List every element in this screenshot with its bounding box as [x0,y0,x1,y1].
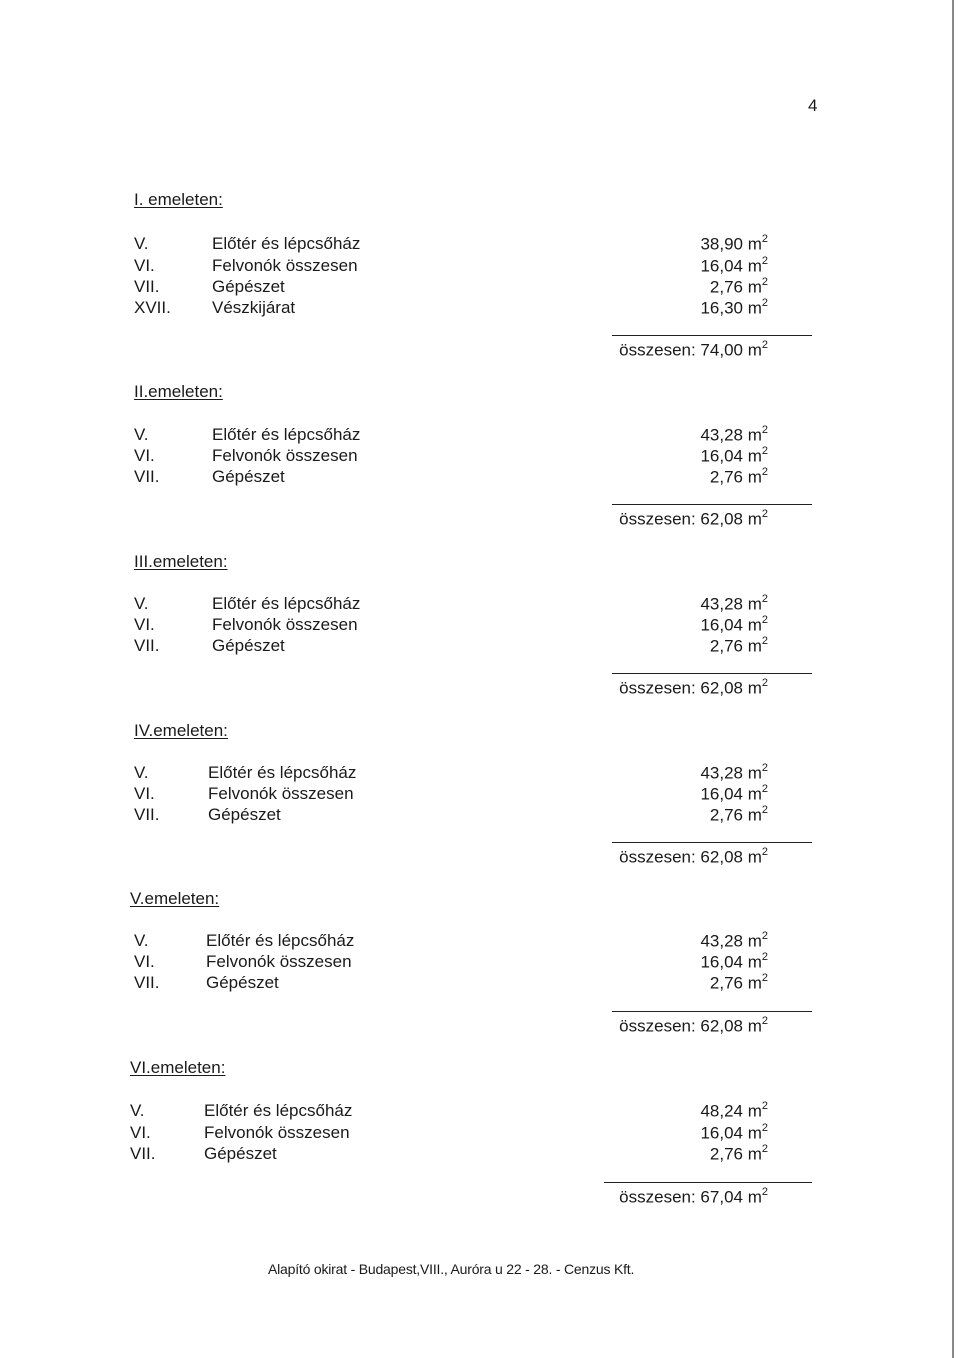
table-row [0,256,960,278]
section-heading-1: I. emeleten: [134,190,223,209]
row-label: Gépészet [206,973,279,992]
row-number: VII. [134,467,160,486]
table-row [0,594,960,616]
row-value: 2,76 $m^2$ [709,804,768,825]
row-number: VI. [134,256,155,275]
table-row [0,425,960,447]
total-divider [612,335,812,336]
table-row [0,931,960,953]
row-number: V. [134,931,149,950]
section-total: összesen: 62,08 $m^2$ [619,1015,768,1036]
table-row [0,1101,960,1123]
row-label: Felvonók összesen [212,256,358,275]
row-label: Gépészet [208,805,281,824]
section-total: összesen: 67,04 $m^2$ [619,1186,768,1207]
table-row [0,973,960,995]
row-label: Gépészet [212,636,285,655]
table-row [0,467,960,489]
row-label: Előtér és lépcsőház [204,1101,353,1120]
table-row [0,763,960,785]
row-value: 43,28 $m^2$ [700,424,768,445]
row-value: 43,28 $m^2$ [700,593,768,614]
table-row [0,805,960,827]
section-total: összesen: 62,08 $m^2$ [619,677,768,698]
row-value: 43,28 $m^2$ [700,762,768,783]
total-divider [612,673,812,674]
row-number: VII. [134,277,160,296]
row-number: VII. [130,1144,156,1163]
section-heading-3: III.emeleten: [134,552,228,571]
row-label: Felvonók összesen [208,784,354,803]
row-value: 2,76 $m^2$ [709,635,768,656]
row-value: 16,04 $m^2$ [700,614,768,635]
row-label: Gépészet [212,467,285,486]
row-label: Felvonók összesen [206,952,352,971]
table-row [0,277,960,299]
table-row [0,1144,960,1166]
row-value: 2,76 $m^2$ [709,466,768,487]
row-label: Előtér és lépcsőház [212,594,361,613]
row-value: 16,04 $m^2$ [700,255,768,276]
row-label: Vészkijárat [212,298,296,317]
row-number: V. [130,1101,145,1120]
row-label: Felvonók összesen [212,615,358,634]
row-number: VI. [134,446,155,465]
table-row [0,952,960,974]
row-label: Előtér és lépcsőház [208,763,357,782]
table-row [0,784,960,806]
row-label: Gépészet [212,277,285,296]
row-value: 2,76 $m^2$ [709,972,768,993]
row-value: 16,04 $m^2$ [700,951,768,972]
section-heading-6: VI.emeleten: [130,1058,226,1077]
row-number: VII. [134,973,160,992]
row-value: 16,04 $m^2$ [700,783,768,804]
row-value: 16,30 $m^2$ [700,297,768,318]
row-value: 16,04 $m^2$ [700,1122,768,1143]
row-number: V. [134,594,149,613]
page-number: 4 [808,96,818,115]
row-number: VI. [134,952,155,971]
table-row [0,1123,960,1145]
row-number: VII. [134,636,160,655]
row-number: VII. [134,805,160,824]
row-number: VI. [134,615,155,634]
total-divider [604,1182,812,1183]
total-divider [612,842,812,843]
row-label: Felvonók összesen [212,446,358,465]
row-number: V. [134,234,149,253]
total-divider [612,504,812,505]
section-total: összesen: 74,00 $m^2$ [619,339,768,360]
total-divider [612,1011,812,1012]
row-number: V. [134,763,149,782]
table-row [0,615,960,637]
row-value: 16,04 $m^2$ [700,445,768,466]
row-value: 2,76 $m^2$ [709,276,768,297]
row-label: Előtér és lépcsőház [206,931,355,950]
row-value: 38,90 $m^2$ [700,233,768,254]
row-number: VI. [130,1123,151,1142]
row-label: Előtér és lépcsőház [212,425,361,444]
row-label: Felvonók összesen [204,1123,350,1142]
section-heading-4: IV.emeleten: [134,721,228,740]
row-value: 43,28 $m^2$ [700,930,768,951]
row-number: VI. [134,784,155,803]
table-row [0,298,960,320]
document-footer: Alapító okirat - Budapest,VIII., Auróra u 22 - 28. - Cenzus Kft. [268,1261,635,1277]
row-number: XVII. [134,298,171,317]
section-total: összesen: 62,08 $m^2$ [619,846,768,867]
row-label: Előtér és lépcsőház [212,234,361,253]
row-value: 48,24 $m^2$ [700,1100,768,1121]
row-number: V. [134,425,149,444]
table-row [0,446,960,468]
section-heading-5: V.emeleten: [130,889,220,908]
table-row [0,234,960,256]
row-value: 2,76 $m^2$ [709,1143,768,1164]
section-heading-2: II.emeleten: [134,382,223,401]
table-row [0,636,960,658]
section-total: összesen: 62,08 $m^2$ [619,508,768,529]
row-label: Gépészet [204,1144,277,1163]
